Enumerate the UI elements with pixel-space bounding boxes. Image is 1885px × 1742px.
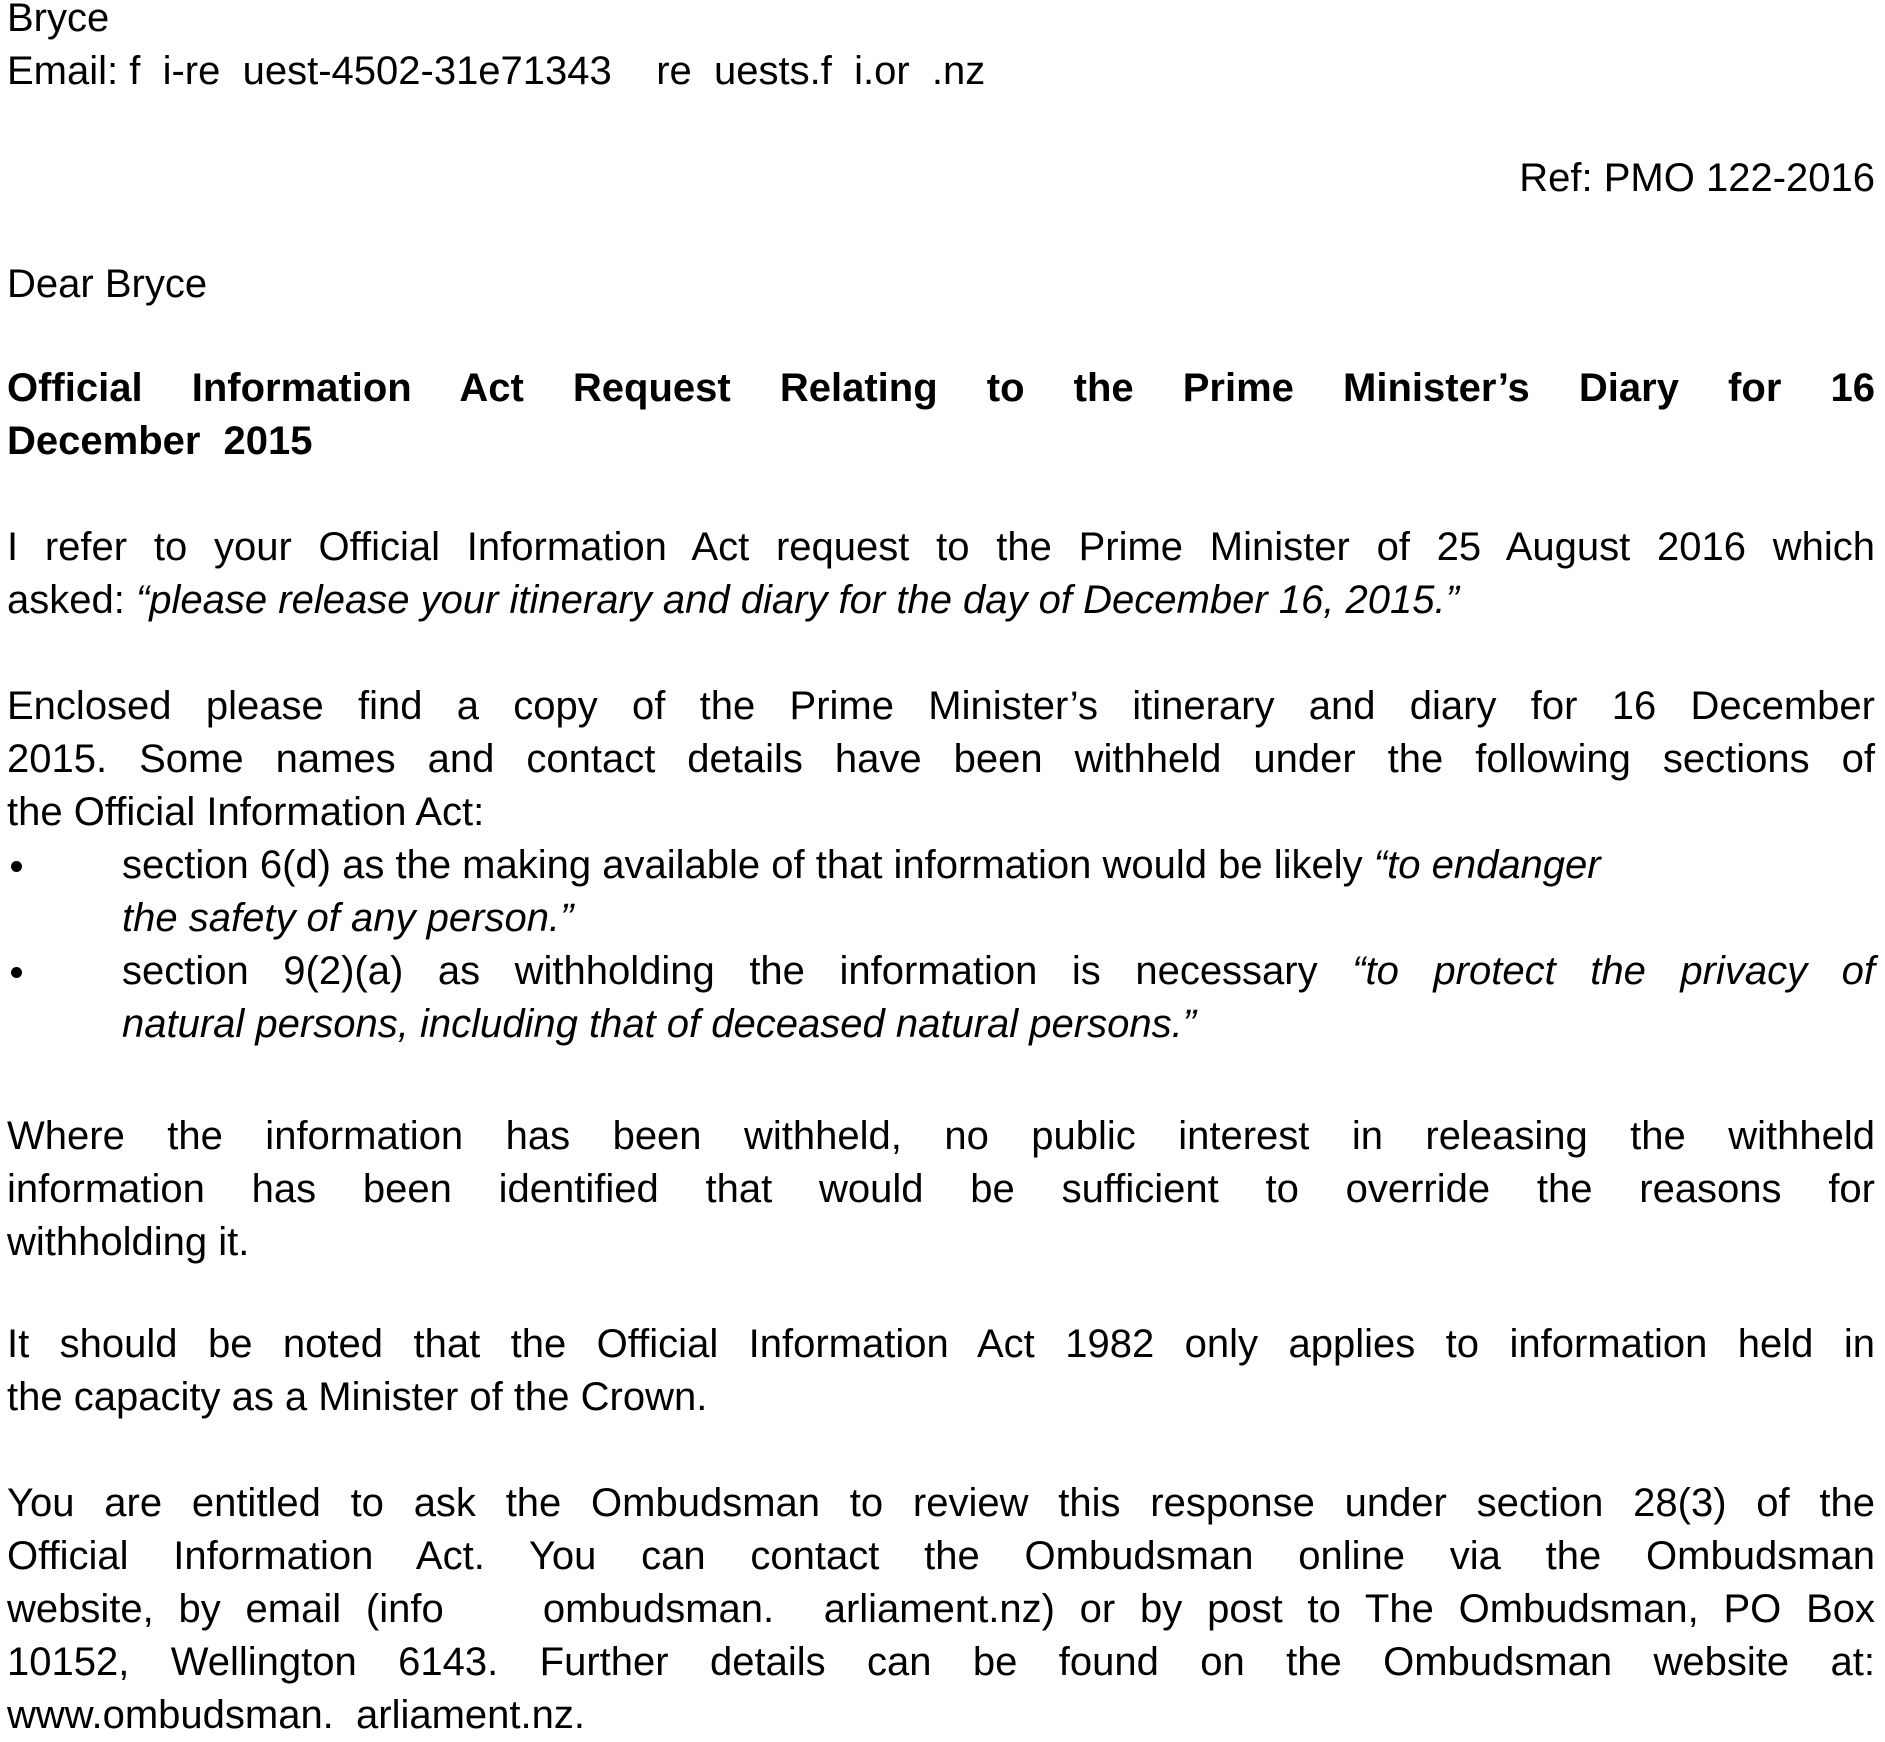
bullet-text: section 9(2)(a) as withholding the information is necessary [122, 949, 1353, 993]
recipient-name: Bryce [7, 0, 110, 40]
list-item [7, 839, 1875, 945]
paragraph-request-line-1: I refer to your Official Information Act request to the Prime Minister of 25 August 2016 which [7, 525, 1875, 569]
asked-prefix: asked: [7, 578, 136, 622]
paragraph-note-line-2: the capacity as a Minister of the Crown. [7, 1375, 708, 1419]
bullet-line-2: the safety of any person.” [122, 896, 574, 940]
bullet-quote: “to protect the privacy of [1352, 949, 1875, 993]
paragraph-enclosed [7, 680, 1875, 839]
salutation [7, 258, 1875, 311]
reference-number: Ref: PMO 122-2016 [1519, 156, 1875, 200]
paragraph-ombudsman-line-3: website, by email (info ombudsman. arliament.nz) or by post to The Ombudsman, PO Box [7, 1587, 1875, 1631]
paragraph-note [7, 1318, 1875, 1424]
bullet-icon [11, 861, 22, 872]
bullet-text: section 6(d) as the making available of that information would be likely [122, 843, 1374, 887]
paragraph-public-interest-line-3: withholding it. [7, 1220, 250, 1264]
paragraph-public-interest [7, 1110, 1875, 1269]
subject-heading [7, 362, 1875, 468]
paragraph-enclosed-line-1: Enclosed please find a copy of the Prime Minister’s itinerary and diary for 16 December [7, 684, 1875, 728]
paragraph-enclosed-line-2: 2015. Some names and contact details have been withheld under the following sections of [7, 737, 1875, 781]
recipient-block [7, 0, 1875, 98]
request-quote: “please release your itinerary and diary for the day of December 16, 2015.” [135, 578, 1459, 622]
bullet-line-1 [122, 945, 1875, 998]
bullet-line-1 [122, 839, 1819, 892]
withholding-sections-list [7, 839, 1875, 1051]
recipient-email: Email: f i-re uest-4502-31e71343 re uests.f i.or .nz [7, 49, 986, 93]
subject-line-1: Official Information Act Request Relating to the Prime Minister’s Diary for 16 [7, 366, 1875, 410]
paragraph-enclosed-line-3: the Official Information Act: [7, 790, 485, 834]
bullet-line-2: natural persons, including that of deceased natural persons.” [122, 1002, 1197, 1046]
bullet-icon [11, 967, 22, 978]
bullet-quote: “to endanger [1373, 843, 1601, 887]
paragraph-note-line-1: It should be noted that the Official Information Act 1982 only applies to information held in [7, 1322, 1875, 1366]
list-item [7, 945, 1875, 1051]
paragraph-request-line-2 [7, 574, 1875, 627]
paragraph-ombudsman-line-1: You are entitled to ask the Ombudsman to review this response under section 28(3) of the [7, 1481, 1875, 1525]
ombudsman-website-link[interactable]: www.ombudsman. arliament.nz. [7, 1693, 586, 1737]
salutation-text: Dear Bryce [7, 262, 208, 306]
subject-line-2: December 2015 [7, 419, 313, 463]
paragraph-public-interest-line-1: Where the information has been withheld, no public interest in releasing the withheld [7, 1114, 1875, 1158]
paragraph-public-interest-line-2: information has been identified that would be sufficient to override the reasons for [7, 1167, 1875, 1211]
paragraph-ombudsman [7, 1477, 1875, 1742]
paragraph-request [7, 521, 1875, 627]
paragraph-ombudsman-line-2: Official Information Act. You can contact the Ombudsman online via the Ombudsman [7, 1534, 1875, 1578]
paragraph-ombudsman-line-4: 10152, Wellington 6143. Further details can be found on the Ombudsman website at: [7, 1640, 1875, 1684]
